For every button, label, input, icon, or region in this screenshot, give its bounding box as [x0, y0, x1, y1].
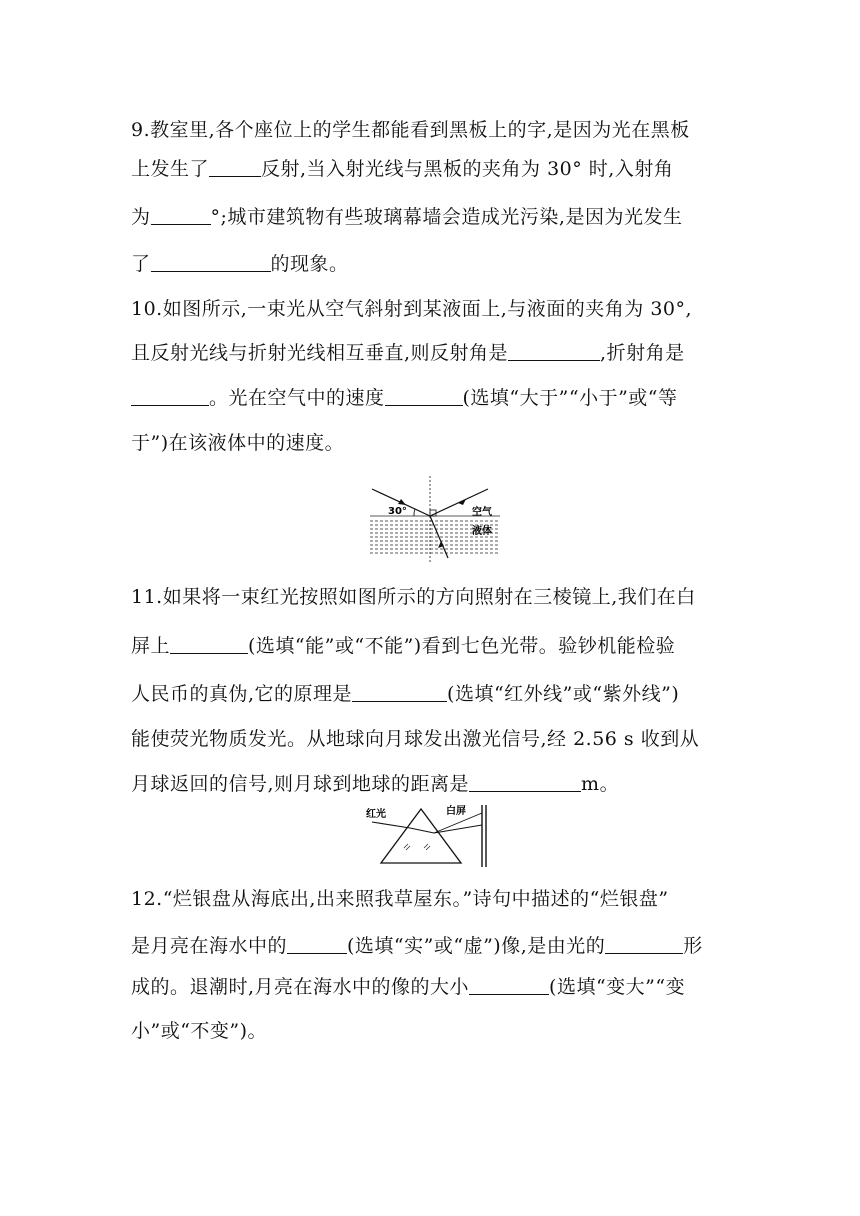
- q9-line-3: 为 °;城市建筑物有些玻璃幕墙会造成光污染,是因为光发生: [131, 206, 683, 228]
- q12-line-4: 小”或“不变”)。: [131, 1020, 268, 1042]
- q11-blank-2[interactable]: [352, 683, 447, 702]
- q10-line-1: 10.如图所示,一束光从空气斜射到某液面上,与液面的夹角为 30°,: [131, 298, 693, 320]
- q9-line-2: 上发生了 反射,当入射光线与黑板的夹角为 30° 时,入射角: [131, 158, 674, 180]
- q11-blank-3[interactable]: [469, 773, 581, 792]
- q10-figure-refraction: [360, 474, 510, 566]
- q10-blank-1[interactable]: [508, 342, 600, 361]
- q11-line-1: 11.如果将一束红光按照如图所示的方向照射在三棱镜上,我们在白: [131, 586, 696, 608]
- q10-number: 10.: [131, 298, 163, 320]
- q12-blank-1[interactable]: [287, 935, 347, 954]
- q11-line-2: 屏上 (选填“能”或“不能”)看到七色光带。验钞机能检验: [131, 635, 676, 657]
- q11-line-3: 人民币的真伪,它的原理是 (选填“红外线”或“紫外线”): [131, 683, 680, 705]
- q12-line-2: 是月亮在海水中的 (选填“实”或“虚”)像,是由光的 形: [131, 935, 703, 957]
- q10-line-4: 于”)在该液体中的速度。: [131, 432, 345, 454]
- q11-blank-1[interactable]: [170, 635, 248, 654]
- q9-line-4: 了 的现象。: [131, 253, 349, 275]
- q9-line-1: 9.教室里,各个座位上的学生都能看到黑板上的字,是因为光在黑板: [131, 119, 690, 141]
- q11-line-5: 月球返回的信号,则月球到地球的距离是 m。: [131, 773, 620, 795]
- q10-blank-2[interactable]: [131, 387, 209, 406]
- q10-blank-3[interactable]: [385, 387, 463, 406]
- q9-blank-2[interactable]: [151, 206, 211, 225]
- q12-number: 12.: [131, 888, 163, 910]
- red-light-label: 红光: [366, 809, 386, 820]
- q11-figure-prism: [364, 803, 494, 869]
- liquid-label: 液体: [472, 526, 492, 537]
- q9-blank-3[interactable]: [151, 253, 271, 272]
- q12-blank-2[interactable]: [605, 935, 683, 954]
- q10-line-3: 。光在空气中的速度 (选填“大于”“小于”或“等: [131, 386, 678, 410]
- angle-label: 30°: [388, 506, 407, 517]
- air-label: 空气: [472, 507, 492, 518]
- q11-line-4: 能使荧光物质发光。从地球向月球发出激光信号,经 2.56 s 收到从: [131, 728, 700, 750]
- q12-blank-3[interactable]: [469, 976, 549, 995]
- q9-blank-1[interactable]: [209, 158, 261, 177]
- q12-line-3: 成的。退潮时,月亮在海水中的像的大小 (选填“变大”“变: [131, 976, 686, 998]
- screen-label: 白屏: [446, 806, 466, 817]
- q12-line-1: 12.“烂银盘从海底出,出来照我草屋东。”诗句中描述的“烂银盘”: [131, 888, 669, 910]
- q9-number: 9.: [131, 119, 151, 141]
- q11-number: 11.: [131, 586, 163, 608]
- q10-line-2: 且反射光线与折射光线相互垂直,则反射角是 ,折射角是: [131, 342, 685, 364]
